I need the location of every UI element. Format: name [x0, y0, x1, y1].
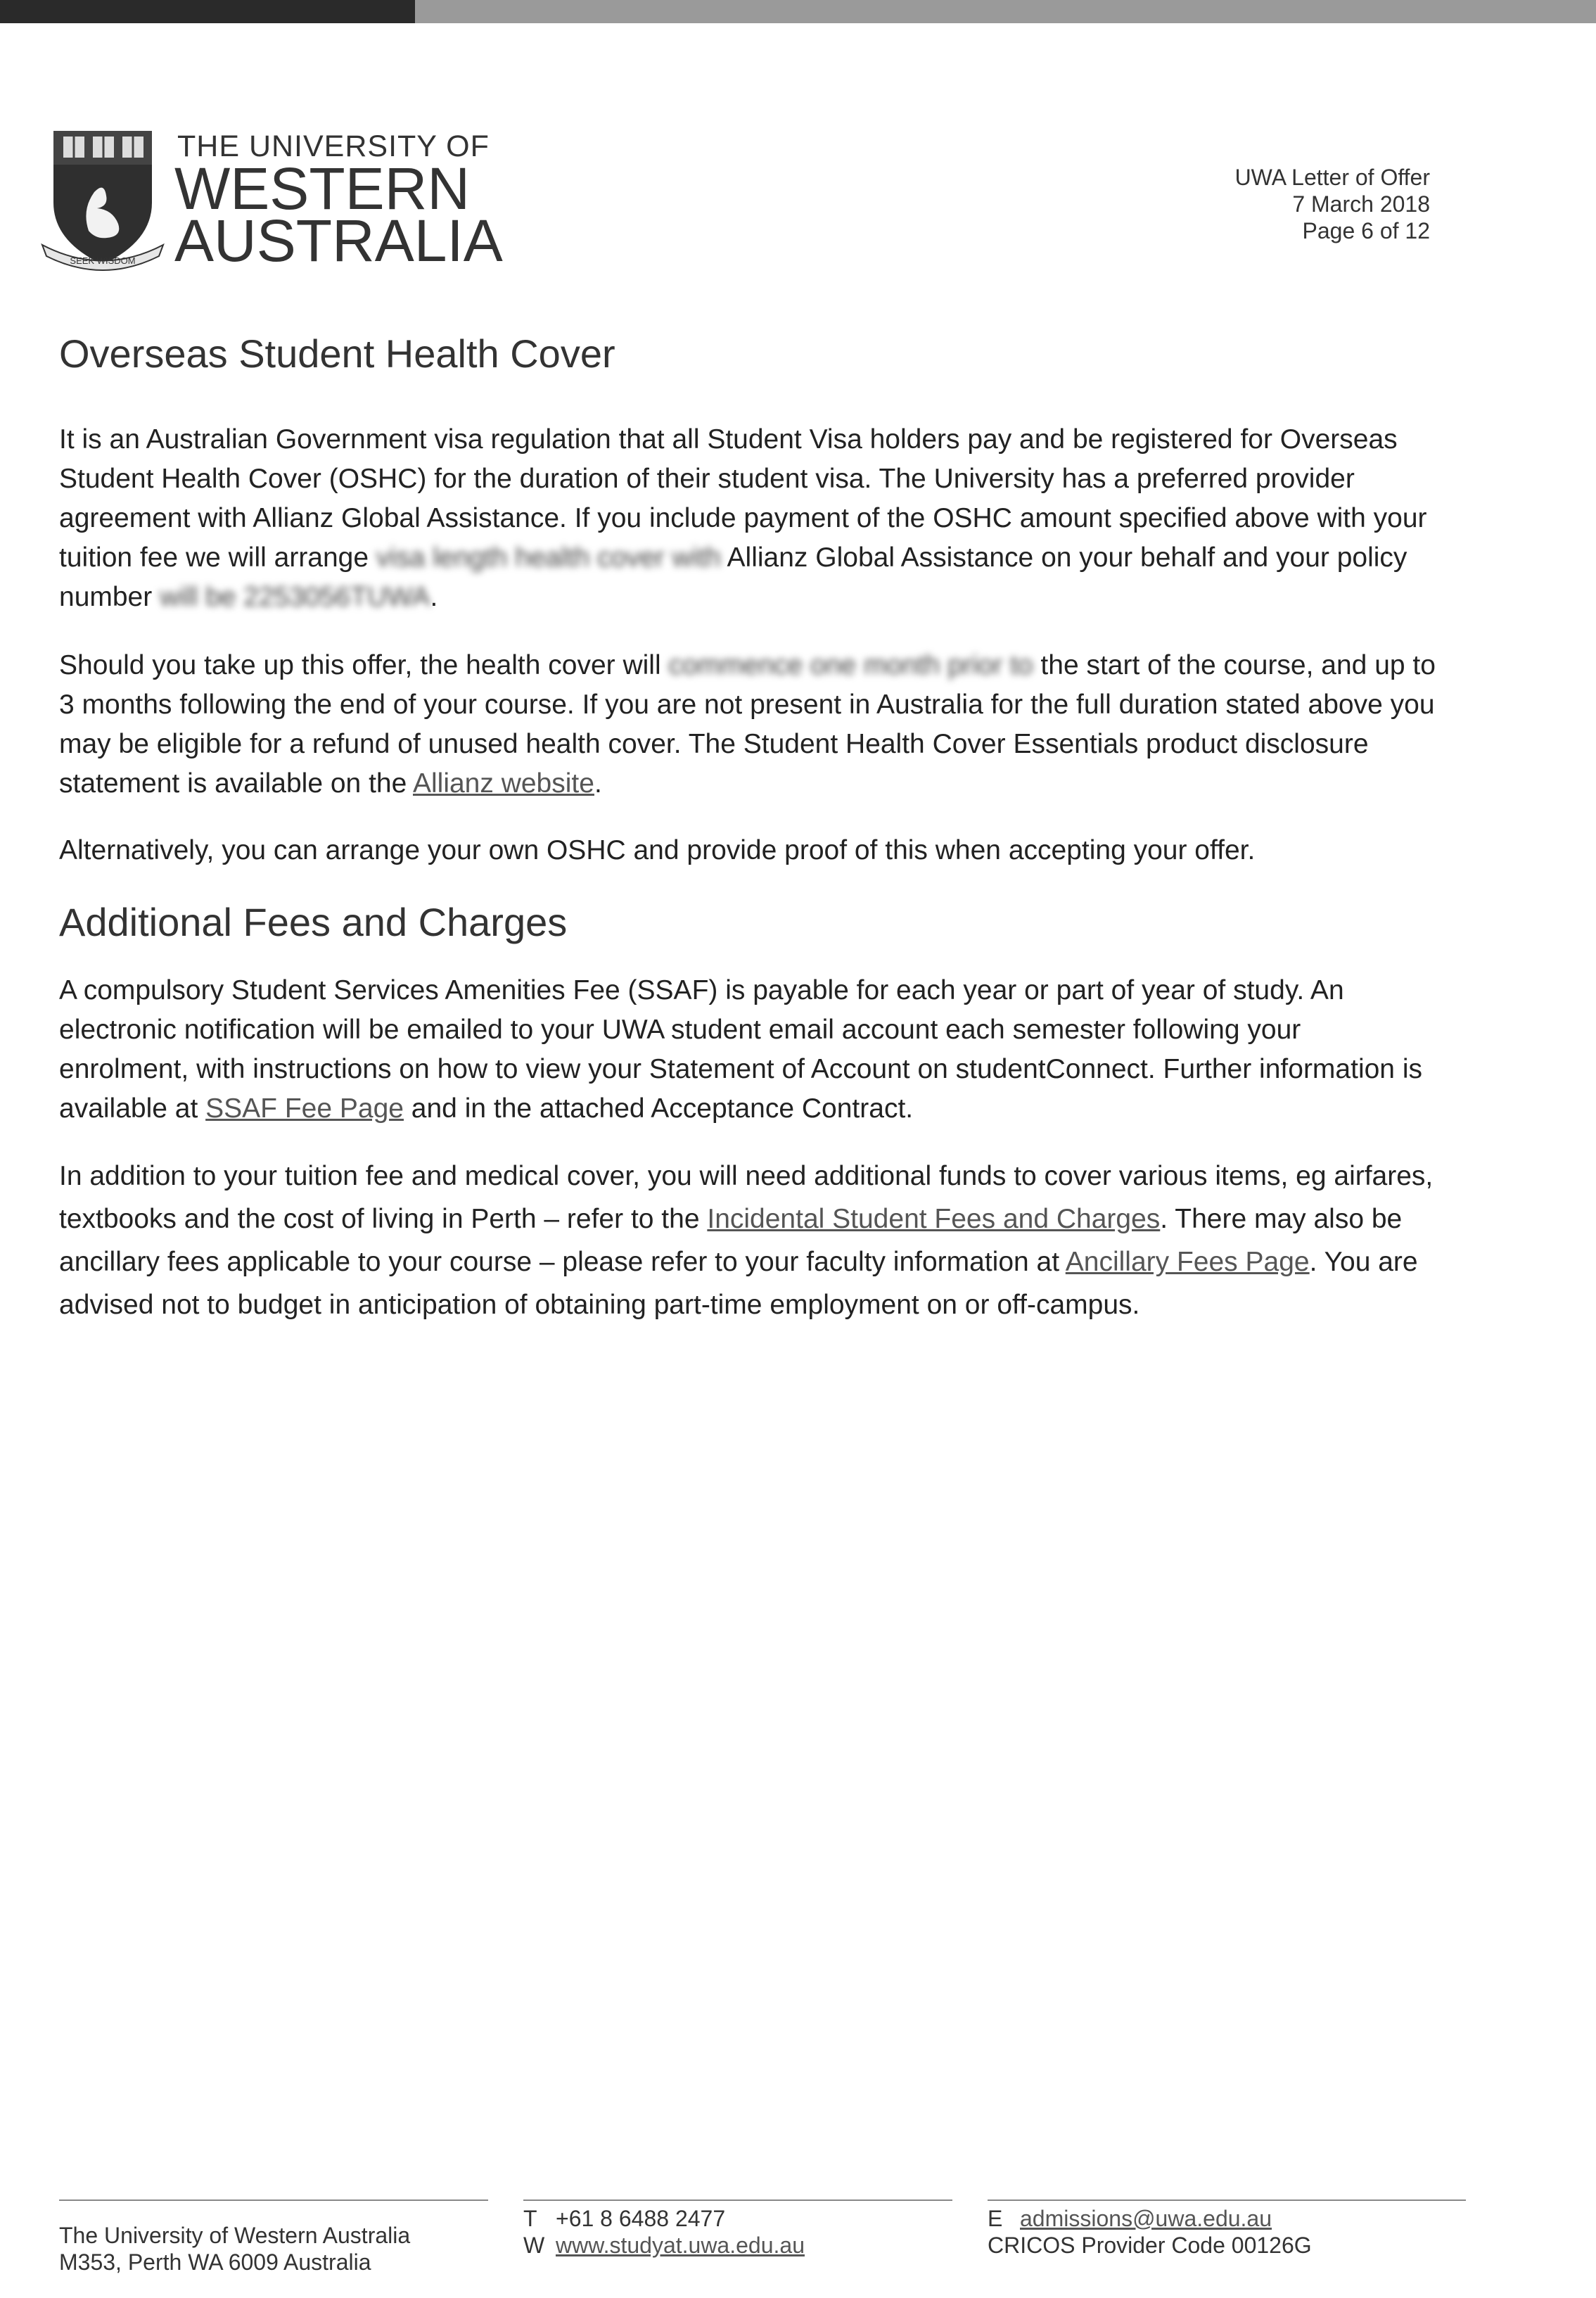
footer-divider — [59, 2199, 488, 2201]
phone-label: T — [523, 2206, 537, 2231]
fees-paragraph-2: In addition to your tuition fee and medical cover, you will need additional funds to cover various items, eg airfares, textbooks and the cost of living in Perth – refer to the Incidental Student Fees and Charges. There may also be ancillary fees applicable to your course – please refer to your faculty information at Ancillary Fees Page. You are advised not to budget in anticipation of obtaining part-time employment on or off-campus. — [59, 1161, 1434, 1320]
university-name-line3: AUSTRALIA — [174, 208, 503, 274]
top-bar — [0, 0, 1596, 23]
university-name-line2: WESTERN — [174, 155, 470, 222]
footer-address-line2: M353, Perth WA 6009 Australia — [59, 2249, 371, 2275]
allianz-website-link[interactable]: Allianz website — [412, 768, 594, 799]
email-label: E — [988, 2206, 1003, 2231]
oshc-paragraph-3: Alternatively, you can arrange your own OSHC and provide proof of this when accepting your offer. — [59, 835, 1256, 865]
web-label: W — [523, 2233, 545, 2258]
letter-meta — [1235, 164, 1430, 244]
letter-date: 7 March 2018 — [1292, 191, 1430, 217]
footer-web-link[interactable]: www.studyat.uwa.edu.au — [556, 2233, 805, 2258]
page-number: Page 6 of 12 — [1302, 218, 1430, 243]
oshc-paragraph-1: It is an Australian Government visa regulation that all Student Visa holders pay and be registered for Overseas Student Health Cover (OSHC) for the duration of their student visa. The University has a preferred provider agreement with Allianz Global Assistance. If you include payment of the OSHC amount specified above with your tuition fee we will arrange visa length health cover with Allianz Global Assistance on your behalf and your policy number will be 2253056TUWA. — [59, 420, 1438, 617]
uwa-logo — [39, 125, 503, 274]
footer-phone: +61 8 6488 2477 — [556, 2206, 726, 2231]
footer-cricos: CRICOS Provider Code 00126G — [988, 2233, 1312, 2258]
oshc-paragraph-2: Should you take up this offer, the health cover will commence one month prior to the start of the course, and up to 3 months following the end of your course. If you are not present in Australia for the full duration stated above you may be eligible for a refund of unused health cover. The Student Health Cover Essentials product disclosure statement is available on the Allianz website. — [59, 646, 1438, 804]
footer-address-line1: The University of Western Australia — [59, 2223, 411, 2248]
footer-email — [988, 2199, 1466, 2259]
redacted-text: commence one month prior to — [668, 650, 1033, 680]
redacted-text: visa length health cover with — [376, 542, 721, 573]
ancillary-fees-page-link[interactable]: Ancillary Fees Page — [1065, 1247, 1310, 1277]
fees-heading: Additional Fees and Charges — [59, 900, 568, 944]
footer-address — [59, 2199, 488, 2275]
footer-divider — [523, 2199, 952, 2201]
ssaf-fee-page-link[interactable]: SSAF Fee Page — [205, 1093, 404, 1124]
university-name-line1: THE UNIVERSITY OF — [177, 129, 490, 163]
footer-divider — [988, 2199, 1466, 2201]
redacted-policy-number: will be 2253056TUWA — [160, 582, 430, 612]
letter-title: UWA Letter of Offer — [1234, 165, 1430, 190]
oshc-heading: Overseas Student Health Cover — [59, 331, 615, 376]
fees-paragraph-1: A compulsory Student Services Amenities Fee (SSAF) is payable for each year or part of year of study. An electronic notification will be emailed to your UWA student email account each semester following your enrolment, with instructions on how to view your Statement of Account on studentConnect. Further information is available at SSAF Fee Page and in the attached Acceptance Contract. — [59, 975, 1422, 1124]
top-bar-dark-segment — [0, 0, 415, 23]
page-footer — [59, 2199, 1466, 2284]
footer-contact — [523, 2199, 952, 2259]
incidental-fees-link[interactable]: Incidental Student Fees and Charges — [707, 1204, 1161, 1234]
university-crest-icon — [39, 125, 166, 273]
footer-email-link[interactable]: admissions@uwa.edu.au — [1020, 2206, 1272, 2231]
svg-text:SEEK WISDOM: SEEK WISDOM — [70, 255, 136, 266]
